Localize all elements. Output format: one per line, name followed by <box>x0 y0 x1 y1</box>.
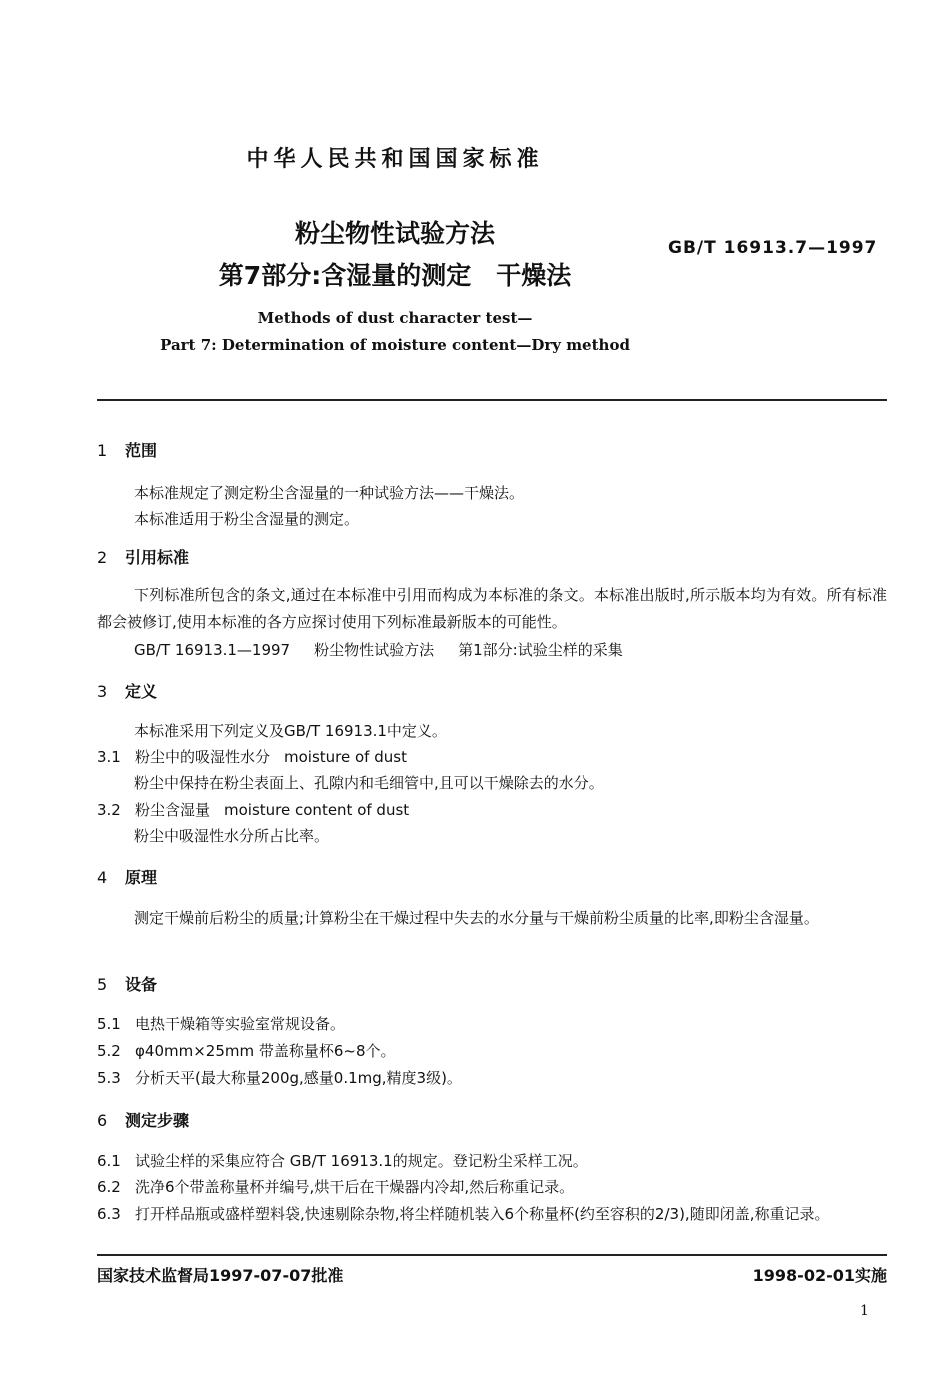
list-item <box>97 1201 887 1228</box>
term-zh: 粉尘中的吸湿性水分 <box>135 748 271 766</box>
clause-number: 3.1 <box>97 748 121 766</box>
clause-text: 试验尘样的采集应符合 GB/T 16913.1的规定。登记粉尘采样工况。 <box>135 1152 588 1170</box>
clause-number: 6.1 <box>97 1152 121 1170</box>
term-en: moisture of dust <box>284 748 407 766</box>
clause-text: 打开样品瓶或盛样塑料袋,快速剔除杂物,将尘样随机装入6个称量杯(约至容积的2/3),随即闭盖,称重记录。 <box>135 1205 830 1223</box>
reference-entry <box>134 639 647 660</box>
issuing-country-title: 中华人民共和国国家标准 <box>246 147 544 172</box>
standard-title-zh-line2: 第7部分:含湿量的测定 干燥法 <box>218 261 572 290</box>
section-number: 5 <box>97 975 108 994</box>
clause-text: 分析天平(最大称量200g,感量0.1mg,精度3级)。 <box>135 1069 462 1087</box>
section-number: 6 <box>97 1111 108 1130</box>
page-number: 1 <box>860 1303 869 1319</box>
standard-title-en-line1: Methods of dust character test— <box>257 309 533 327</box>
section-title: 引用标准 <box>125 548 190 567</box>
term-en: moisture content of dust <box>224 801 410 819</box>
list-item <box>97 1067 462 1088</box>
standard-title-en-line2: Part 7: Determination of moisture content—Dry method <box>160 336 630 354</box>
section-number: 2 <box>97 548 108 567</box>
clause-text: 电热干燥箱等实验室常规设备。 <box>135 1015 346 1033</box>
reference-title: 粉尘物性试验方法 <box>314 641 435 659</box>
implementation-date: 1998-02-01实施 <box>752 1266 887 1285</box>
standard-code: GB/T 16913.7—1997 <box>668 238 878 258</box>
clause-number: 5.3 <box>97 1069 121 1087</box>
section-title: 测定步骤 <box>125 1111 190 1130</box>
paragraph: 本标准规定了测定粉尘含湿量的一种试验方法——干燥法。 <box>134 484 525 502</box>
section-number: 3 <box>97 682 108 701</box>
list-item <box>97 1013 345 1034</box>
paragraph: 测定干燥前后粉尘的质量;计算粉尘在干燥过程中失去的水分量与干燥前粉尘质量的比率,即粉尘含湿量。 <box>134 909 819 927</box>
reference-code: GB/T 16913.1—1997 <box>134 641 291 659</box>
clause-number: 6.2 <box>97 1178 121 1196</box>
list-item <box>97 1150 588 1171</box>
clause-number: 5.1 <box>97 1015 121 1033</box>
term-zh: 粉尘含湿量 <box>135 801 211 819</box>
section-title: 设备 <box>125 975 158 994</box>
clause-number: 3.2 <box>97 801 121 819</box>
definition-term <box>97 799 409 820</box>
section-heading-procedure <box>97 1108 189 1131</box>
section-heading-principle <box>97 865 157 888</box>
paragraph: 下列标准所包含的条文,通过在本标准中引用而构成为本标准的条文。本标准出版时,所示版本均为有效。所有标准都会被修订,使用本标准的各方应探讨使用下列标准最新版本的可能性。 <box>97 586 887 631</box>
section-heading-definitions <box>97 679 157 702</box>
section-title: 范围 <box>125 441 158 460</box>
clause-number: 6.3 <box>97 1205 121 1223</box>
section-number: 1 <box>97 441 108 460</box>
footer-divider <box>97 1254 887 1256</box>
clause-number: 5.2 <box>97 1042 121 1060</box>
approval-date: 国家技术监督局1997-07-07批准 <box>97 1266 344 1285</box>
section-title: 原理 <box>125 868 158 887</box>
definition-text: 粉尘中保持在粉尘表面上、孔隙内和毛细管中,且可以干燥除去的水分。 <box>134 774 604 792</box>
list-item <box>97 1040 396 1061</box>
section-heading-apparatus <box>97 972 157 995</box>
paragraph: 本标准适用于粉尘含湿量的测定。 <box>134 510 360 528</box>
list-item <box>97 1176 574 1197</box>
paragraph: 本标准采用下列定义及GB/T 16913.1中定义。 <box>134 722 447 740</box>
clause-text: 洗净6个带盖称量杯并编号,烘干后在干燥器内冷却,然后称重记录。 <box>135 1178 575 1196</box>
definition-term <box>97 746 407 767</box>
section-number: 4 <box>97 868 108 887</box>
reference-part: 第1部分:试验尘样的采集 <box>458 641 623 659</box>
header-divider <box>97 399 887 401</box>
definition-text: 粉尘中吸湿性水分所占比率。 <box>134 827 330 845</box>
standard-title-zh-line1: 粉尘物性试验方法 <box>294 219 495 248</box>
clause-text: φ40mm×25mm 带盖称量杯6~8个。 <box>135 1042 396 1060</box>
section-title: 定义 <box>125 682 158 701</box>
section-heading-scope <box>97 438 157 461</box>
section-heading-references <box>97 545 189 568</box>
